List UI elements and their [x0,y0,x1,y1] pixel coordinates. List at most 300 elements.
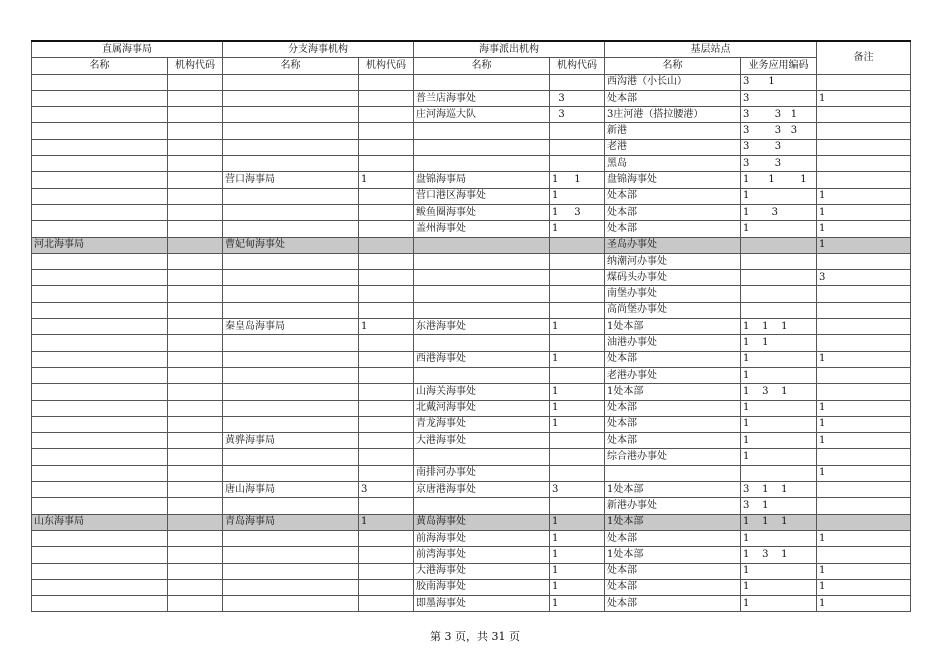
table-cell [414,367,550,383]
table-cell: 1 [359,514,414,530]
table-cell [168,563,223,579]
table-cell [550,237,605,253]
table-cell: 1 [741,596,817,612]
table-cell [32,498,168,514]
table-cell [359,156,414,172]
table-cell [168,319,223,335]
table-cell [168,530,223,546]
table-cell: 西港海事处 [414,351,550,367]
table-cell [550,253,605,269]
table-row [32,482,911,498]
table-cell: 山海关海事处 [414,384,550,400]
table-cell [32,579,168,595]
table-cell [168,74,223,90]
table-cell [32,107,168,123]
table-row [32,498,911,514]
table-row [32,204,911,220]
table-cell [32,596,168,612]
table-cell [359,270,414,286]
table-cell: 1 [741,449,817,465]
col-header: 机构代码 [550,58,605,74]
table-cell [32,319,168,335]
table-cell [168,579,223,595]
table-cell: 普兰店海事处 [414,90,550,106]
table-cell [223,90,359,106]
table-cell: 1处本部 [605,482,741,498]
table-cell [414,156,550,172]
table-cell [817,384,911,400]
table-cell: 南堡办事处 [605,286,741,302]
table-row [32,221,911,237]
table-cell: 处本部 [605,400,741,416]
table-cell [414,302,550,318]
col-header: 名称 [605,58,741,74]
table-cell [32,335,168,351]
table-cell [168,482,223,498]
table-row [32,319,911,335]
table-cell [550,123,605,139]
table-cell [414,286,550,302]
table-cell [168,253,223,269]
table-cell [223,286,359,302]
table-cell [359,188,414,204]
table-cell [359,416,414,432]
table-row [32,74,911,90]
table-cell [223,400,359,416]
table-row [32,286,911,302]
table-cell: 3 1 1 [741,482,817,498]
table-cell [168,221,223,237]
table-cell [817,253,911,269]
registry-table [31,40,911,612]
table-cell [414,139,550,155]
table-cell [168,547,223,563]
table-cell [32,384,168,400]
table-cell [359,351,414,367]
table-cell [32,139,168,155]
table-cell [414,449,550,465]
table-row [32,547,911,563]
table-cell: 3 3 [741,156,817,172]
table-cell [32,90,168,106]
table-cell: 新港 [605,123,741,139]
table-cell [359,90,414,106]
table-cell [223,547,359,563]
table-cell [32,123,168,139]
table-cell: 前湾海事处 [414,547,550,563]
table-cell [32,351,168,367]
table-cell: 1 3 1 [741,384,817,400]
table-cell: 处本部 [605,563,741,579]
table-cell [359,74,414,90]
table-cell [359,563,414,579]
table-cell [168,90,223,106]
table-cell [550,270,605,286]
table-cell [168,204,223,220]
remarks-header: 备注 [817,41,911,74]
table-cell: 营口港区海事处 [414,188,550,204]
table-cell [359,384,414,400]
table-cell [414,498,550,514]
table-cell [223,74,359,90]
table-cell: 即墨海事处 [414,596,550,612]
table-cell [168,465,223,481]
table-cell [168,351,223,367]
table-cell: 处本部 [605,188,741,204]
table-cell: 1 [817,530,911,546]
table-cell [223,498,359,514]
table-cell [359,400,414,416]
table-cell [817,286,911,302]
table-cell [359,335,414,351]
table-row [32,351,911,367]
table-cell: 胶南海事处 [414,579,550,595]
table-cell [32,74,168,90]
table-cell [359,107,414,123]
table-cell [817,74,911,90]
table-row [32,335,911,351]
table-cell: 3 1 [741,498,817,514]
table-cell [168,107,223,123]
table-cell [223,596,359,612]
table-cell [32,188,168,204]
table-cell [550,156,605,172]
table-cell: 大港海事处 [414,433,550,449]
table-row [32,172,911,188]
table-cell [817,302,911,318]
table-cell: 3 [817,270,911,286]
table-cell [168,416,223,432]
table-cell [223,579,359,595]
table-cell [359,204,414,220]
table-cell: 处本部 [605,90,741,106]
table-cell [32,465,168,481]
table-cell: 3 1 [741,74,817,90]
table-cell [168,384,223,400]
col-header: 机构代码 [359,58,414,74]
table-cell: 曹妃甸海事处 [223,237,359,253]
table-cell [223,204,359,220]
table-cell: 1 [550,563,605,579]
table-cell [168,139,223,155]
table-cell: 1 [550,188,605,204]
table-cell: 处本部 [605,416,741,432]
table-cell [550,286,605,302]
table-cell [359,237,414,253]
table-cell [168,156,223,172]
table-cell: 1处本部 [605,547,741,563]
table-cell [817,123,911,139]
table-cell [223,530,359,546]
table-cell: 处本部 [605,596,741,612]
table-cell: 高尚堡办事处 [605,302,741,318]
table-cell [550,302,605,318]
table-row [32,416,911,432]
table-cell [32,253,168,269]
table-cell [223,302,359,318]
table-cell: 老港办事处 [605,367,741,383]
table-cell [32,433,168,449]
table-cell: 鲅鱼圈海事处 [414,204,550,220]
table-cell: 3 3 3 [741,123,817,139]
table-cell: 黑岛 [605,156,741,172]
page-footer: 第 3 页，共 31 页 [430,630,520,643]
table-cell [223,123,359,139]
table-cell [223,449,359,465]
table-cell: 1 [550,400,605,416]
table-cell [817,514,911,530]
table-cell [32,270,168,286]
col-header: 名称 [223,58,359,74]
table-cell: 1 [550,514,605,530]
group-header-dispatched: 海事派出机构 [414,41,605,58]
table-cell: 盘锦海事处 [605,172,741,188]
table-cell [359,286,414,302]
table-cell: 处本部 [605,433,741,449]
table-cell [223,156,359,172]
table-row [32,433,911,449]
table-cell: 秦皇岛海事局 [223,319,359,335]
table-cell [168,237,223,253]
table-cell [223,270,359,286]
table-cell: 大港海事处 [414,563,550,579]
table-cell [817,335,911,351]
table-cell [168,123,223,139]
table-cell [32,563,168,579]
table-cell [359,433,414,449]
group-header-direct-bureau: 直属海事局 [32,41,223,58]
table-cell: 庄河海巡大队 [414,107,550,123]
table-cell [550,335,605,351]
table-cell [168,433,223,449]
table-cell: 1 [550,384,605,400]
table-cell: 山东海事局 [32,514,168,530]
table-cell [359,253,414,269]
table-row [32,156,911,172]
table-cell [168,367,223,383]
table-cell [223,221,359,237]
table-cell [168,188,223,204]
table-cell: 青龙海事处 [414,416,550,432]
table-cell [32,221,168,237]
table-cell: 1处本部 [605,384,741,400]
table-cell [817,156,911,172]
table-cell [359,221,414,237]
table-cell: 处本部 [605,221,741,237]
table-cell [168,498,223,514]
table-cell [32,449,168,465]
table-cell [741,270,817,286]
table-row [32,123,911,139]
table-row [32,188,911,204]
table-cell: 黄岛海事处 [414,514,550,530]
table-cell: 1 1 1 [741,514,817,530]
table-cell [359,465,414,481]
table-cell: 东港海事处 [414,319,550,335]
table-row [32,530,911,546]
table-cell [550,367,605,383]
table-cell: 1 [817,237,911,253]
table-cell: 1 [741,563,817,579]
table-row [32,367,911,383]
table-row [32,139,911,155]
table-cell [168,286,223,302]
table-cell [741,237,817,253]
table-cell [168,400,223,416]
table-cell: 1 [817,579,911,595]
table-cell [32,416,168,432]
table-cell: 1 [359,172,414,188]
table-cell: 3庄河港（搭拉腰港） [605,107,741,123]
table-cell: 1 [741,579,817,595]
table-cell [817,449,911,465]
table-cell [359,547,414,563]
table-cell: 1 [741,530,817,546]
table-cell [223,188,359,204]
table-cell [817,139,911,155]
table-cell: 唐山海事局 [223,482,359,498]
table-cell: 处本部 [605,579,741,595]
table-cell [741,302,817,318]
table-cell [359,530,414,546]
table-cell: 1 1 [550,172,605,188]
table-cell: 1 1 1 [741,319,817,335]
table-cell: 1 [817,433,911,449]
table-cell [359,498,414,514]
table-cell [32,302,168,318]
table-cell [359,596,414,612]
table-cell: 煤码头办事处 [605,270,741,286]
col-header: 名称 [414,58,550,74]
table-cell: 盘锦海事局 [414,172,550,188]
table-cell [32,204,168,220]
table-cell: 1 [550,351,605,367]
table-cell: 南排河办事处 [414,465,550,481]
table-cell: 1 [550,221,605,237]
table-cell: 1处本部 [605,514,741,530]
table-cell [168,335,223,351]
table-cell [550,74,605,90]
table-cell [168,514,223,530]
table-row [32,90,911,106]
table-cell [605,465,741,481]
table-cell [359,139,414,155]
table-cell: 营口海事局 [223,172,359,188]
table-cell: 新港办事处 [605,498,741,514]
table-cell [223,563,359,579]
table-cell [817,367,911,383]
table-cell: 3 3 1 [741,107,817,123]
table-row [32,400,911,416]
table-row [32,253,911,269]
table-cell: 盖州海事处 [414,221,550,237]
table-cell: 3 [359,482,414,498]
col-header: 业务应用编码 [741,58,817,74]
table-cell: 处本部 [605,530,741,546]
table-cell: 油港办事处 [605,335,741,351]
table-cell [550,498,605,514]
table-row [32,563,911,579]
table-cell [32,482,168,498]
table-cell [223,253,359,269]
table-cell: 1 [550,319,605,335]
table-cell: 1 3 [741,204,817,220]
table-cell [359,302,414,318]
table-cell: 青岛海事局 [223,514,359,530]
table-cell [414,253,550,269]
table-cell: 3 3 [741,139,817,155]
table-cell [223,139,359,155]
table-row [32,107,911,123]
table-row [32,384,911,400]
table-cell: 1 [741,367,817,383]
table-cell [550,433,605,449]
table-cell: 1 [817,221,911,237]
table-cell: 前海海事处 [414,530,550,546]
table-cell [550,465,605,481]
table-cell: 1 1 [741,335,817,351]
table-cell: 1 [550,579,605,595]
col-header: 名称 [32,58,168,74]
table-cell [168,270,223,286]
table-cell: 1 [550,530,605,546]
table-row [32,237,911,253]
table-body [32,74,911,612]
group-header-branch: 分支海事机构 [223,41,414,58]
table-cell [414,237,550,253]
table-cell [223,465,359,481]
table-cell: 1 [817,188,911,204]
table-cell: 1 [817,351,911,367]
table-cell: 3 [550,482,605,498]
table-cell: 西沟港（小长山） [605,74,741,90]
table-cell: 1 3 [550,204,605,220]
table-cell: 黄骅海事局 [223,433,359,449]
table-row [32,270,911,286]
table-cell [223,335,359,351]
table-cell: 1 [550,596,605,612]
table-cell: 北戴河海事处 [414,400,550,416]
table-cell [359,367,414,383]
table-row [32,465,911,481]
table-cell [168,596,223,612]
table-cell [817,482,911,498]
table-cell [223,107,359,123]
table-cell [32,286,168,302]
table-cell: 1 [741,188,817,204]
table-cell: 1 [817,90,911,106]
table-cell: 1 [741,400,817,416]
table-cell [817,498,911,514]
table-cell [223,384,359,400]
col-header: 机构代码 [168,58,223,74]
table-row [32,579,911,595]
table-cell [550,139,605,155]
table-cell: 1 [817,400,911,416]
table-cell [414,74,550,90]
table-cell [414,270,550,286]
table-cell [223,416,359,432]
table-cell: 1 [550,416,605,432]
table-cell [359,449,414,465]
table-cell [168,172,223,188]
table-cell: 1处本部 [605,319,741,335]
table-row [32,449,911,465]
table-cell [414,335,550,351]
table-cell: 1 [741,351,817,367]
table-cell [817,172,911,188]
table-cell [817,547,911,563]
